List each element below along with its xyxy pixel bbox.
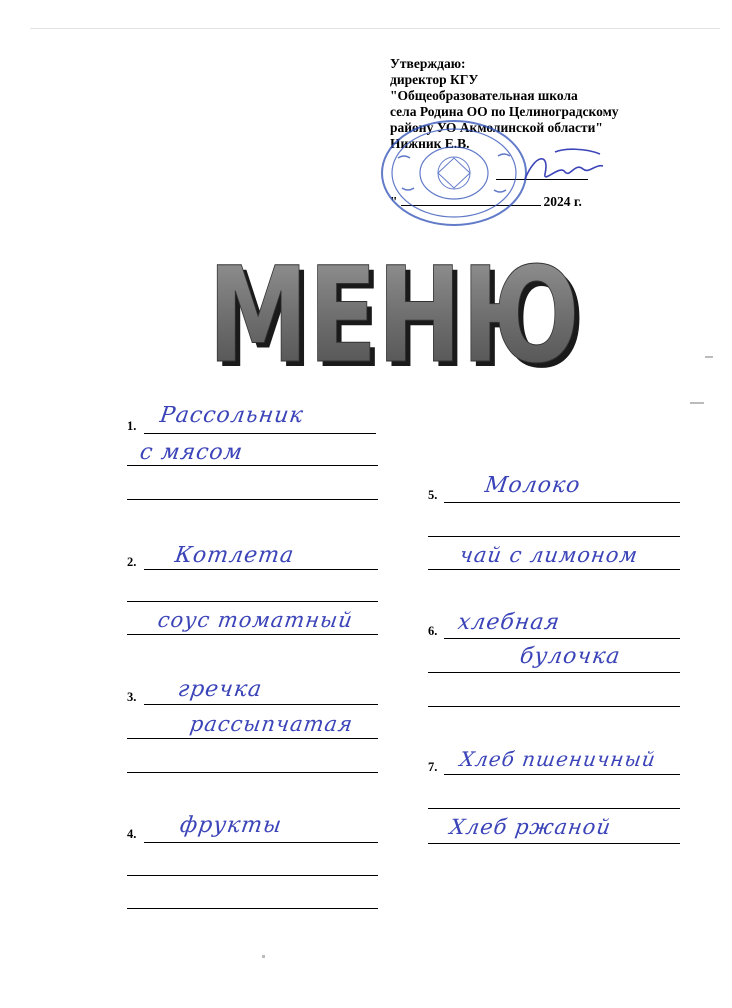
menu-entry: Рассольник	[158, 403, 306, 428]
item-line	[444, 502, 680, 503]
item-line	[428, 808, 680, 809]
menu-entry: гречка	[176, 677, 264, 702]
approval-heading: Утверждаю:	[390, 56, 466, 71]
approval-position: директор КГУ	[390, 72, 479, 87]
approval-org-line3: району УО Акмолинской области"	[390, 120, 603, 135]
menu-entry: с мясом	[138, 440, 245, 465]
item-line	[127, 738, 378, 739]
item-line	[144, 433, 376, 434]
scan-speck	[705, 356, 713, 358]
scan-speck	[262, 955, 265, 958]
menu-title-text: МЕНЮ	[208, 262, 580, 374]
menu-entry: Хлеб пшеничный	[458, 747, 658, 771]
item-line	[428, 843, 680, 844]
approval-signer: Нижник Е.В.	[390, 136, 470, 151]
item-line	[428, 672, 680, 673]
item-line	[127, 772, 378, 773]
menu-entry: хлебная	[456, 610, 562, 635]
menu-entry: Хлеб ржаной	[448, 815, 613, 839]
scan-edge	[30, 28, 720, 29]
item-number: 2.	[127, 555, 137, 569]
approval-org-line1: "Общеобразовательная школа	[390, 88, 578, 103]
menu-entry: соус томатный	[156, 608, 355, 632]
scan-speck	[690, 402, 704, 404]
item-line	[444, 638, 680, 639]
director-signature	[515, 144, 610, 194]
menu-entry: Молоко	[483, 473, 583, 498]
item-number: 4.	[127, 827, 137, 841]
date-year: 2024 г.	[543, 194, 582, 209]
approval-org-line2: села Родина ОО по Целиноградскому	[390, 104, 619, 119]
item-line	[144, 569, 378, 570]
official-stamp	[378, 118, 530, 228]
item-number: 5.	[428, 488, 438, 502]
item-number: 6.	[428, 624, 438, 638]
menu-title-shadow: МЕНЮ	[213, 262, 585, 374]
menu-entry: Котлета	[173, 543, 296, 568]
item-line	[428, 536, 680, 537]
item-line	[428, 706, 680, 707]
item-number: 7.	[428, 760, 438, 774]
item-line	[444, 774, 680, 775]
item-line	[127, 465, 378, 466]
menu-entry: рассыпчатая	[188, 712, 355, 736]
item-line	[127, 601, 378, 602]
menu-entry: чай с лимоном	[458, 543, 640, 567]
item-line	[144, 842, 378, 843]
item-line	[127, 908, 378, 909]
item-number: 3.	[127, 690, 137, 704]
item-line	[127, 875, 378, 876]
item-line	[428, 569, 680, 570]
menu-entry: булочка	[518, 644, 623, 669]
item-line	[127, 634, 378, 635]
item-line	[127, 499, 378, 500]
date-prefix: "	[390, 194, 398, 209]
item-line	[144, 704, 378, 705]
menu-title	[205, 262, 585, 374]
menu-entry: фрукты	[178, 813, 284, 838]
item-number: 1.	[127, 419, 137, 433]
